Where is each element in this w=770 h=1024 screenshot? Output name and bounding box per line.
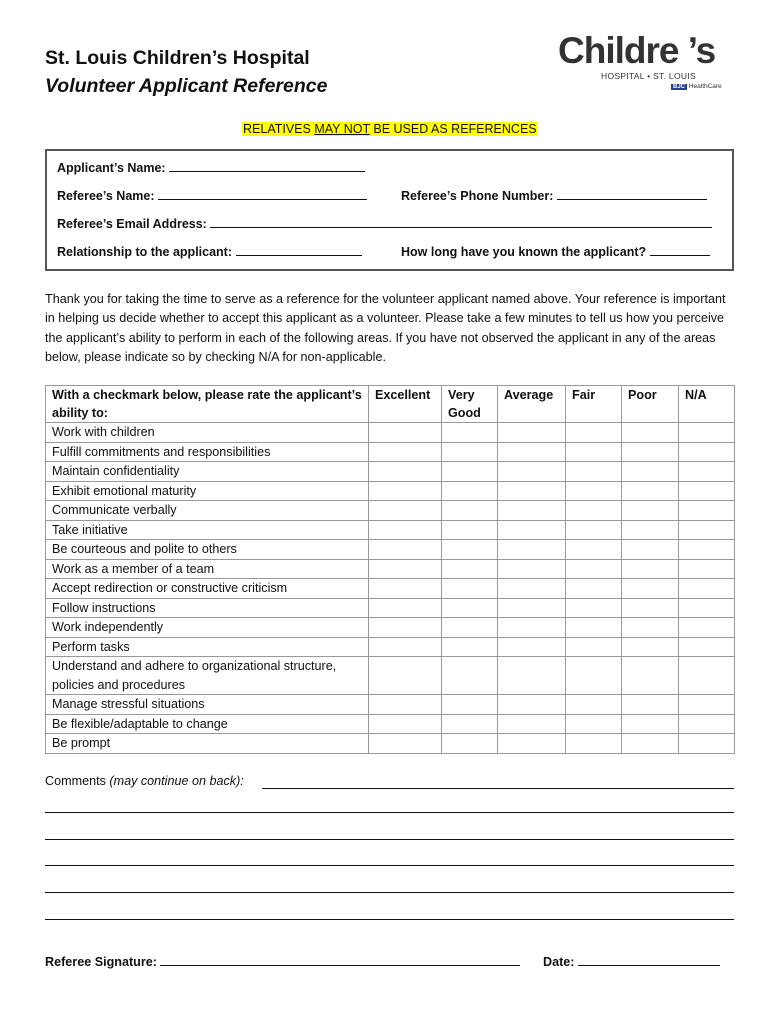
rating-cell[interactable] [679, 540, 735, 560]
rating-cell[interactable] [442, 579, 498, 599]
referee-name-label: Referee’s Name: [57, 189, 155, 203]
rating-cell[interactable] [369, 462, 442, 482]
rating-cell[interactable] [566, 462, 622, 482]
rating-cell[interactable] [498, 423, 566, 443]
comments-line[interactable] [45, 839, 734, 840]
how-long-line[interactable] [650, 243, 710, 256]
childrens-logo [556, 30, 726, 94]
rating-cell[interactable] [369, 540, 442, 560]
rating-cell[interactable] [369, 481, 442, 501]
relationship-line[interactable] [236, 243, 362, 256]
rating-cell[interactable] [442, 559, 498, 579]
rating-header-na: N/A [679, 386, 735, 423]
rating-header-row [46, 386, 735, 423]
rating-cell[interactable] [498, 734, 566, 754]
task-label: Exhibit emotional maturity [46, 481, 369, 501]
rating-cell[interactable] [566, 442, 622, 462]
rating-cell[interactable] [679, 520, 735, 540]
relationship-label: Relationship to the applicant: [57, 245, 233, 259]
rating-cell[interactable] [566, 540, 622, 560]
rating-row [46, 637, 735, 657]
rating-header-poor: Poor [622, 386, 679, 423]
rating-cell[interactable] [498, 442, 566, 462]
rating-cell[interactable] [679, 618, 735, 638]
notice-text-b: BE USED AS REFERENCES [369, 122, 537, 136]
rating-cell[interactable] [498, 559, 566, 579]
rating-header-excellent: Excellent [369, 386, 442, 423]
rating-cell[interactable] [498, 714, 566, 734]
rating-row [46, 695, 735, 715]
rating-cell[interactable] [622, 540, 679, 560]
rating-row [46, 501, 735, 521]
rating-body [46, 423, 735, 754]
rating-row [46, 714, 735, 734]
rating-cell[interactable] [369, 520, 442, 540]
task-label: Be prompt [46, 734, 369, 754]
signature-line[interactable] [160, 953, 520, 966]
rating-cell[interactable] [498, 637, 566, 657]
rating-cell[interactable] [369, 657, 442, 695]
referee-phone-field[interactable] [401, 187, 707, 203]
rating-cell[interactable] [369, 559, 442, 579]
rating-cell[interactable] [622, 520, 679, 540]
notice-emphasis: MAY NOT [314, 122, 370, 136]
rating-cell[interactable] [498, 481, 566, 501]
rating-cell[interactable] [442, 695, 498, 715]
intro-paragraph: Thank you for taking the time to serve as a reference for the volunteer applicant named above. Your reference is important in helping us decide whether to accept this applicant as a volunteer. Please take a few minutes to tell us how you perceive the applicant’s ability to perform in each of the following areas. If you have not observed the applicant in any of the areas below, please indicate so by checking N/A for non-applicable. [45, 292, 726, 364]
rating-row [46, 423, 735, 443]
rating-cell[interactable] [622, 559, 679, 579]
rating-cell[interactable] [622, 695, 679, 715]
rating-cell[interactable] [498, 657, 566, 695]
rating-row [46, 618, 735, 638]
referee-name-field[interactable] [57, 187, 367, 203]
rating-row [46, 579, 735, 599]
rating-cell[interactable] [498, 695, 566, 715]
logo-location: HOSPITAL • ST. LOUIS [601, 71, 696, 81]
rating-header-very-good: Very Good [442, 386, 498, 423]
task-label: Understand and adhere to organizational structure, policies and procedures [46, 657, 369, 695]
task-label: Follow instructions [46, 598, 369, 618]
rating-cell[interactable] [442, 462, 498, 482]
rating-cell[interactable] [622, 657, 679, 695]
task-label: Communicate verbally [46, 501, 369, 521]
referee-email-line[interactable] [210, 215, 712, 228]
applicant-name-field[interactable] [57, 159, 365, 175]
rating-cell[interactable] [498, 520, 566, 540]
task-label: Fulfill commitments and responsibilities [46, 442, 369, 462]
rating-cell[interactable] [566, 559, 622, 579]
rating-cell[interactable] [566, 714, 622, 734]
task-label: Take initiative [46, 520, 369, 540]
rating-cell[interactable] [369, 442, 442, 462]
rating-cell[interactable] [679, 442, 735, 462]
rating-cell[interactable] [622, 637, 679, 657]
rating-header-average: Average [498, 386, 566, 423]
rating-cell[interactable] [369, 637, 442, 657]
rating-row [46, 598, 735, 618]
rating-cell[interactable] [679, 423, 735, 443]
rating-cell[interactable] [679, 598, 735, 618]
date-field[interactable] [543, 953, 720, 969]
rating-cell[interactable] [442, 637, 498, 657]
task-label: Work as a member of a team [46, 559, 369, 579]
referee-phone-label: Referee’s Phone Number: [401, 189, 554, 203]
rating-cell[interactable] [566, 734, 622, 754]
rating-cell[interactable] [442, 481, 498, 501]
task-label: Work independently [46, 618, 369, 638]
how-long-label: How long have you known the applicant? [401, 245, 647, 259]
rating-cell[interactable] [622, 481, 679, 501]
comments-line[interactable] [262, 788, 734, 789]
rating-cell[interactable] [679, 559, 735, 579]
task-label: Maintain confidentiality [46, 462, 369, 482]
rating-cell[interactable] [442, 657, 498, 695]
rating-cell[interactable] [442, 598, 498, 618]
relationship-field[interactable] [57, 243, 362, 259]
rating-cell[interactable] [622, 714, 679, 734]
how-long-field[interactable] [401, 243, 710, 259]
relatives-notice [242, 122, 538, 136]
rating-cell[interactable] [566, 520, 622, 540]
rating-cell[interactable] [442, 540, 498, 560]
referee-email-label: Referee’s Email Address: [57, 217, 207, 231]
notice-text-a: RELATIVES [243, 122, 315, 136]
rating-row [46, 657, 735, 695]
rating-cell[interactable] [622, 579, 679, 599]
rating-row [46, 462, 735, 482]
rating-cell[interactable] [566, 637, 622, 657]
rating-cell[interactable] [566, 501, 622, 521]
rating-cell[interactable] [498, 462, 566, 482]
rating-cell[interactable] [369, 423, 442, 443]
rating-cell[interactable] [679, 714, 735, 734]
rating-cell[interactable] [679, 695, 735, 715]
rating-cell[interactable] [498, 579, 566, 599]
rating-cell[interactable] [679, 462, 735, 482]
rating-table [45, 385, 735, 754]
rating-cell[interactable] [442, 714, 498, 734]
comments-line[interactable] [45, 919, 734, 920]
rating-cell[interactable] [622, 442, 679, 462]
rating-cell[interactable] [679, 657, 735, 695]
rating-cell[interactable] [442, 442, 498, 462]
rating-cell[interactable] [622, 598, 679, 618]
rating-row [46, 540, 735, 560]
rating-cell[interactable] [566, 579, 622, 599]
rating-cell[interactable] [442, 520, 498, 540]
rating-cell[interactable] [498, 540, 566, 560]
rating-cell[interactable] [566, 423, 622, 443]
rating-cell[interactable] [679, 637, 735, 657]
rating-row [46, 520, 735, 540]
comments-line[interactable] [45, 892, 734, 893]
signature-label: Referee Signature: [45, 955, 157, 969]
bjc-mark: BJC [673, 84, 686, 90]
logo-wordmark: Childre ’s [558, 30, 716, 71]
rating-row [46, 442, 735, 462]
rating-row [46, 481, 735, 501]
bjc-healthcare: HealthCare [688, 83, 722, 90]
rating-cell[interactable] [622, 501, 679, 521]
rating-cell[interactable] [622, 423, 679, 443]
rating-cell[interactable] [566, 481, 622, 501]
rating-cell[interactable] [442, 734, 498, 754]
task-header: With a checkmark below, please rate the applicant’s ability to: [46, 386, 369, 423]
rating-cell[interactable] [566, 598, 622, 618]
form-title: Volunteer Applicant Reference [45, 75, 328, 97]
rating-cell[interactable] [369, 695, 442, 715]
rating-row [46, 559, 735, 579]
rating-cell[interactable] [442, 618, 498, 638]
task-label: Work with children [46, 423, 369, 443]
task-label: Be courteous and polite to others [46, 540, 369, 560]
comments-note: (may continue on back): [109, 774, 244, 788]
signature-field[interactable] [45, 953, 520, 969]
date-label: Date: [543, 955, 575, 969]
rating-cell[interactable] [622, 462, 679, 482]
referee-email-field[interactable] [57, 215, 712, 231]
rating-cell[interactable] [566, 657, 622, 695]
task-label: Be flexible/adaptable to change [46, 714, 369, 734]
applicant-name-line[interactable] [169, 159, 365, 172]
applicant-info-box [45, 149, 734, 271]
rating-header-fair: Fair [566, 386, 622, 423]
rating-cell[interactable] [679, 579, 735, 599]
rating-cell[interactable] [369, 579, 442, 599]
rating-cell[interactable] [498, 598, 566, 618]
comments-label [45, 774, 244, 788]
rating-cell[interactable] [679, 501, 735, 521]
rating-cell[interactable] [622, 734, 679, 754]
rating-cell[interactable] [566, 695, 622, 715]
rating-cell[interactable] [679, 481, 735, 501]
task-label: Perform tasks [46, 637, 369, 657]
rating-cell[interactable] [369, 618, 442, 638]
rating-cell[interactable] [566, 618, 622, 638]
rating-cell[interactable] [679, 734, 735, 754]
comments-label-text: Comments [45, 774, 110, 788]
logo-bjc [671, 83, 722, 90]
rating-cell[interactable] [369, 714, 442, 734]
rating-cell[interactable] [369, 598, 442, 618]
referee-phone-line[interactable] [557, 187, 707, 200]
rating-cell[interactable] [369, 501, 442, 521]
rating-row [46, 734, 735, 754]
rating-cell[interactable] [442, 423, 498, 443]
task-label: Manage stressful situations [46, 695, 369, 715]
rating-cell[interactable] [442, 501, 498, 521]
date-line[interactable] [578, 953, 720, 966]
hospital-name: St. Louis Children’s Hospital [45, 47, 310, 69]
rating-cell[interactable] [498, 501, 566, 521]
comments-line[interactable] [45, 865, 734, 866]
comments-line[interactable] [45, 812, 734, 813]
rating-cell[interactable] [622, 618, 679, 638]
applicant-name-label: Applicant’s Name: [57, 161, 166, 175]
rating-cell[interactable] [369, 734, 442, 754]
referee-name-line[interactable] [158, 187, 367, 200]
rating-cell[interactable] [498, 618, 566, 638]
task-label: Accept redirection or constructive criticism [46, 579, 369, 599]
